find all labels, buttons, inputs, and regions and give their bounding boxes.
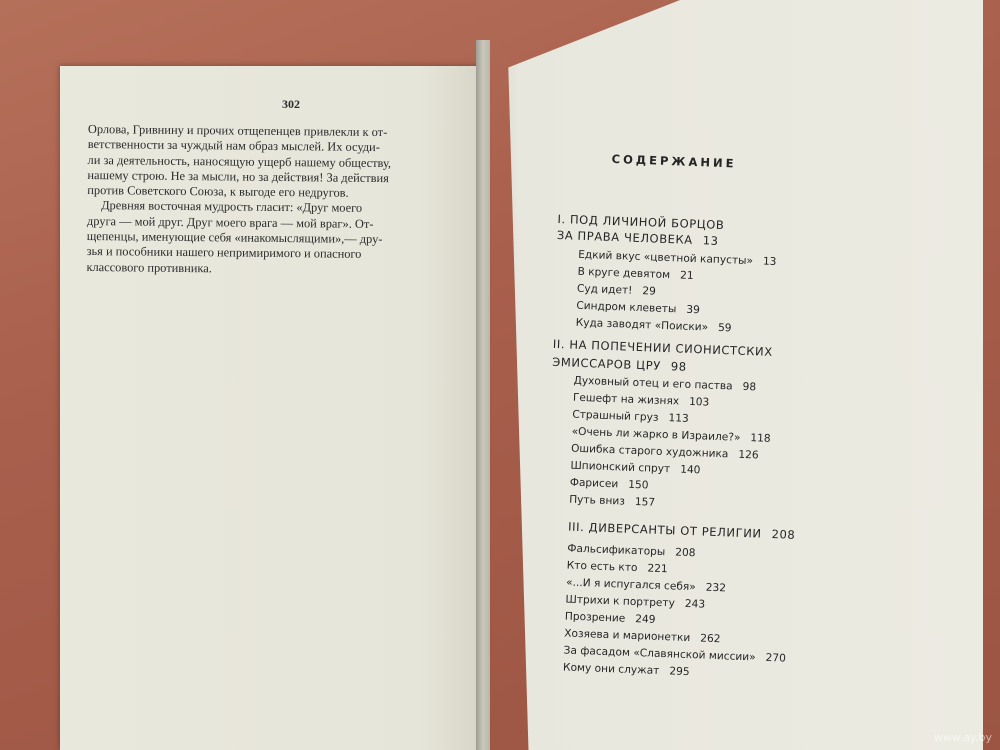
body-line: нашему строю. Не за мысли, но за действия! За действия — [87, 167, 389, 186]
toc-item: Кто есть кто 221 — [566, 559, 668, 576]
toc-item: Ошибка старого художника 126 — [570, 442, 759, 462]
toc-item: В круге девятом 21 — [577, 265, 694, 282]
body-text — [86, 122, 468, 279]
body-line: зья и пособники нашего непримиримого и опасного — [86, 244, 362, 262]
body-line: классового противника. — [86, 259, 212, 275]
section-title: ЗА ПРАВА ЧЕЛОВЕКА 13 — [556, 227, 719, 248]
body-line: Древняя восточная мудрость гласит: «Друг моего — [101, 198, 363, 216]
toc-item: Прозрение 249 — [564, 610, 656, 626]
toc-item: Хозяева и марионетки 262 — [564, 627, 721, 646]
section-title: III. ДИВЕРСАНТЫ ОТ РЕЛИГИИ 208 — [567, 519, 796, 542]
section-title: ЭМИССАРОВ ЦРУ 98 — [551, 354, 687, 374]
toc-item: Кому они служат 295 — [562, 661, 690, 679]
body-line: ли за деятельность, наносящую ущерб нашему обществу, — [87, 152, 392, 170]
body-line: щепенцы, именующие себя «инакомыслящими»,— дру- — [86, 229, 383, 247]
body-line: ветственности за чуждый нам образ мыслей. Их осуди- — [87, 137, 380, 155]
page-number: 302 — [282, 97, 300, 111]
toc-item: Фальсификаторы 208 — [567, 542, 696, 560]
watermark: www.ay.by — [933, 731, 992, 744]
toc-item: «Очень ли жарко в Израиле?» 118 — [571, 425, 771, 445]
toc-item: Суд идет! 29 — [576, 282, 657, 298]
toc-item: Шпионский спрут 140 — [570, 459, 701, 477]
body-line: друга — мой друг. Друг моего врага — мой враг». От- — [86, 213, 374, 231]
toc-item: Синдром клеветы 39 — [576, 299, 701, 317]
toc-item: Едкий вкус «цветной капусты» 13 — [577, 248, 777, 269]
toc-item: Страшный груз 113 — [572, 408, 689, 425]
toc-item: Путь вниз 157 — [568, 493, 656, 509]
toc-item: «...И я испугался себя» 232 — [565, 576, 727, 595]
toc-item: Куда заводят «Поиски» 59 — [575, 316, 732, 335]
toc-item: Духовный отец и его паства 98 — [573, 374, 757, 394]
toc-item: За фасадом «Славянской миссии» 270 — [563, 644, 787, 665]
toc-item: Гешефт на жизнях 103 — [572, 391, 710, 409]
book-gutter — [476, 40, 490, 750]
body-line: против Советского Союза, к выгоде его недругов. — [87, 183, 349, 200]
toc-title: СОДЕРЖАНИЕ — [611, 151, 737, 171]
body-line: Орлова, Гривнину и прочих отщепенцев привлекли к от- — [87, 122, 388, 140]
section-title: II. НА ПОПЕЧЕНИИ СИОНИСТСКИХ — [552, 336, 773, 359]
toc-item: Штрихи к портрету 243 — [565, 593, 706, 611]
section-title: I. ПОД ЛИЧИНОЙ БОРЦОВ — [557, 211, 725, 233]
toc-item: Фарисеи 150 — [569, 476, 649, 492]
right-page — [478, 0, 983, 750]
